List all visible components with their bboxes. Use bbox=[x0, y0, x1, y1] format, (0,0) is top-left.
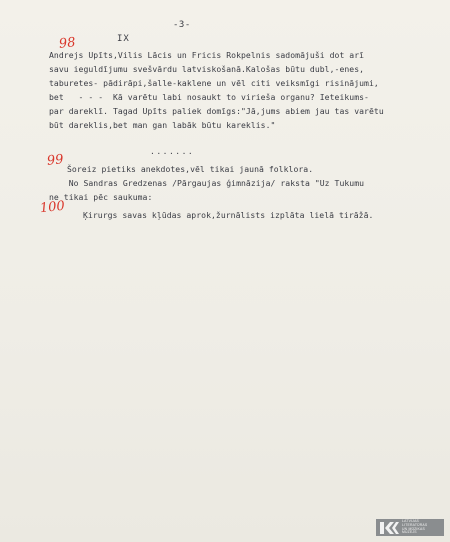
page-number: -3- bbox=[173, 20, 191, 30]
body-line: Andrejs Upīts,Vilis Lācis un Fricis Rokpelnis sadomājuši dot arī bbox=[49, 50, 365, 60]
margin-number-100: 100 bbox=[39, 198, 66, 217]
body-line: No Sandras Gredzenas /Pārgaujas ģimnāzija/ raksta "Uz Tukumu bbox=[49, 178, 365, 188]
stamp-line: LATVIJAS bbox=[402, 518, 419, 523]
body-line: Šoreiz pietiks anekdotes,vēl tikai jaunā folklora. bbox=[67, 164, 314, 174]
museum-stamp bbox=[376, 519, 444, 536]
section-heading: IX bbox=[117, 34, 130, 44]
stamp-line: MUZEJS bbox=[402, 530, 417, 535]
body-line: ne tikai pēc saukuma: bbox=[49, 192, 153, 202]
body-line: bet - - - Kā varētu labi nosaukt to virieša organu? Ieteikums- bbox=[49, 92, 369, 102]
body-line: būt dareklis,bet man gan labāk būtu kareklis." bbox=[49, 120, 276, 130]
body-line: taburetes- pādirāpi,šalle-kaklene un vēl citi veiksmīgi risinājumi, bbox=[49, 78, 379, 88]
stamp-line: LITERATŪRAS bbox=[402, 522, 428, 527]
stamp-line: UN MŪZIKAS bbox=[402, 526, 425, 531]
stamp-text bbox=[402, 520, 427, 536]
body-line: savu ieguldījumu svešvārdu latviskošanā.Kalošas būtu dubl,-enes, bbox=[49, 64, 365, 74]
body-line: par dareklī. Tagad Upīts paliek domīgs:"Jā,jums abiem jau tas varētu bbox=[49, 106, 384, 116]
margin-number-98: 98 bbox=[58, 35, 77, 52]
section-separator: ....... bbox=[150, 147, 195, 156]
museum-logo-icon bbox=[378, 521, 400, 535]
margin-number-99: 99 bbox=[46, 152, 65, 169]
body-line: Ķirurgs savas kļūdas aprok,žurnālists izplāta lielā tirāžā. bbox=[83, 210, 374, 220]
